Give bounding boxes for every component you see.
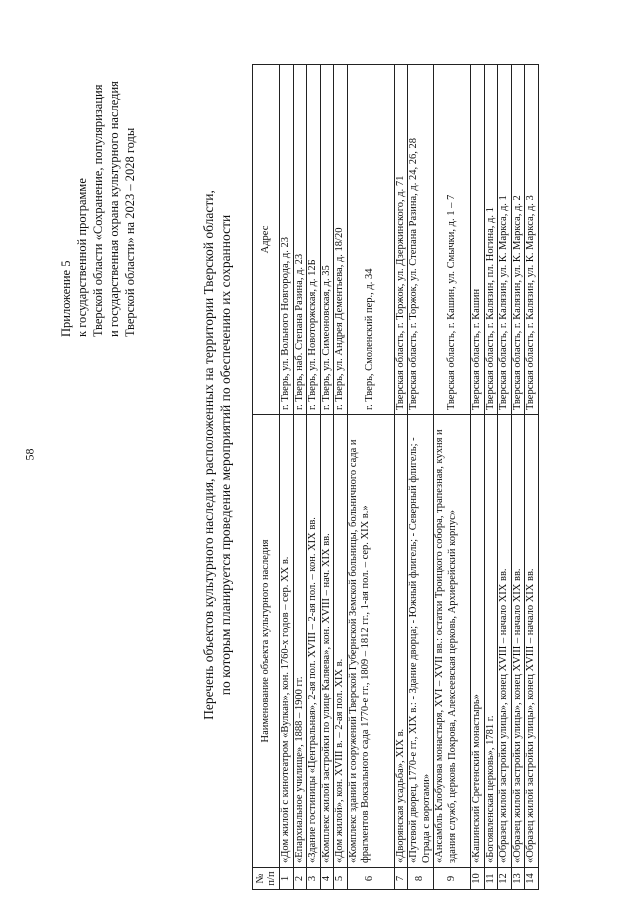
table-row [307, 65, 321, 890]
appendix-header [58, 37, 138, 337]
object-address: г. Тверь, Смоленский пер., д. 34 [347, 65, 394, 415]
table-header-row [253, 65, 280, 890]
table-row [334, 65, 348, 890]
row-number: 14 [525, 868, 539, 890]
column-header-number: № п/п [253, 868, 280, 890]
object-name: «Образец жилой застройки улицы», конец XVIII – начало XIX вв. [511, 415, 525, 868]
object-address: г. Тверь, ул. Андрея Дементьева, д. 18/20 [334, 65, 348, 415]
object-name: «Епархиальное училище», 1888 – 1900 гг. [293, 415, 307, 868]
table-row [434, 65, 471, 890]
row-number: 11 [484, 868, 498, 890]
table-row [347, 65, 394, 890]
appendix-line: Приложение 5 [59, 260, 73, 337]
object-name: «Ансамбль Клобукова монастыря, XVI – XVII вв.: остатки Троицкого собора, трапезная, кухня и здания служб, церковь Покрова, Алексеевская церковь, Архиерейский корпус» [434, 415, 471, 868]
row-number: 6 [347, 868, 394, 890]
document-title [200, 20, 234, 890]
row-number: 1 [280, 868, 294, 890]
row-number: 5 [334, 868, 348, 890]
object-name: «Дом жилой с кинотеатром «Вулкан», кон. 1760-х годов – сер. XX в. [280, 415, 294, 868]
row-number: 2 [293, 868, 307, 890]
object-name: «Дом жилой», кон. XVIII в. – 2-ая пол. XIX в. [334, 415, 348, 868]
object-address: г. Тверь, ул. Симеоновская, д. 35 [320, 65, 334, 415]
object-address: г. Тверь, ул. Новоторжская, д. 12Б [307, 65, 321, 415]
table-row [525, 65, 539, 890]
appendix-line: Тверской области» на 2023 – 2028 годы [123, 127, 137, 337]
appendix-line: к государственной программе [75, 178, 89, 337]
table-row [471, 65, 485, 890]
row-number: 8 [408, 868, 434, 890]
appendix-line: и государственная охрана культурного наследия [107, 81, 121, 337]
object-name: «Кашинский Сретенский монастырь» [471, 415, 485, 868]
row-number: 3 [307, 868, 321, 890]
title-line-1: Перечень объектов культурного наследия, расположенных на территории Тверской области, [201, 190, 216, 720]
object-address: Тверская область, г. Калязин, пл. Ногина, д. 1 [484, 65, 498, 415]
row-number: 4 [320, 868, 334, 890]
object-name: «Дворянская усадьба», XIX в. [394, 415, 408, 868]
table-row [293, 65, 307, 890]
title-line-2: по которым планируется проведение мероприятий по обеспечению их сохранности [218, 214, 233, 696]
object-address: г. Тверь, ул. Вольного Новгорода, д. 23 [280, 65, 294, 415]
object-address: Тверская область, г. Торжок, ул. Степана Разина, д. 24, 26, 28 [408, 65, 434, 415]
table-row [484, 65, 498, 890]
object-address: г. Тверь, наб. Степана Разина, д. 23 [293, 65, 307, 415]
row-number: 13 [511, 868, 525, 890]
row-number: 10 [471, 868, 485, 890]
object-address: Тверская область, г. Калязин, ул. К. Маркса, д. 3 [525, 65, 539, 415]
object-name: «Образец жилой застройки улицы», конец XVIII – начало XIX вв. [525, 415, 539, 868]
column-header-name: Наименование объекта культурного наследия [253, 415, 280, 868]
row-number: 9 [434, 868, 471, 890]
table-row [394, 65, 408, 890]
object-name: «Образец жилой застройки улицы», конец XVIII – начало XIX вв. [498, 415, 512, 868]
rotated-page-content [50, 20, 610, 890]
object-name: «Комплекс зданий и сооружений Тверской Губернской Земской больницы, больничного сада и фрагментов Вокзального сада 1770-е гг., 1809 – 1812 гг., 1-ая пол. – сер. XIX в.» [347, 415, 394, 868]
object-address: Тверская область, г. Кашин [471, 65, 485, 415]
table-row [280, 65, 294, 890]
object-address: Тверская область, г. Кашин, ул. Смычки, д. 1 – 7 [434, 65, 471, 415]
object-address: Тверская область, г. Калязин, ул. К. Маркса, д. 1 [498, 65, 512, 415]
heritage-objects-table [252, 64, 539, 890]
object-name: «Богоявленская церковь», 1781 г. [484, 415, 498, 868]
object-name: «Комплекс жилой застройки по улице Каляева», кон. XVIII – нач. XIX вв. [320, 415, 334, 868]
table-row [320, 65, 334, 890]
table-row [511, 65, 525, 890]
row-number: 7 [394, 868, 408, 890]
table-row [498, 65, 512, 890]
column-header-address: Адрес [253, 65, 280, 415]
object-name: «Путевой дворец, 1770-е гг., XIX в.: - Здание дворца; - Южный флигель; - Северный флигель; - Ограда с воротами» [408, 415, 434, 868]
appendix-line: Тверской области «Сохранение, популяризация [91, 84, 105, 337]
row-number: 12 [498, 868, 512, 890]
object-name: «Здание гостиницы «Центральная», 2-ая пол. XVIII – 2-ая пол. – кон. XIX вв. [307, 415, 321, 868]
table-row [408, 65, 434, 890]
object-address: Тверская область, г. Калязин, ул. К. Маркса, д. 2 [511, 65, 525, 415]
object-address: Тверская область, г. Торжок, ул. Дзержинского, д. 71 [394, 65, 408, 415]
page-number: 58 [22, 448, 37, 461]
